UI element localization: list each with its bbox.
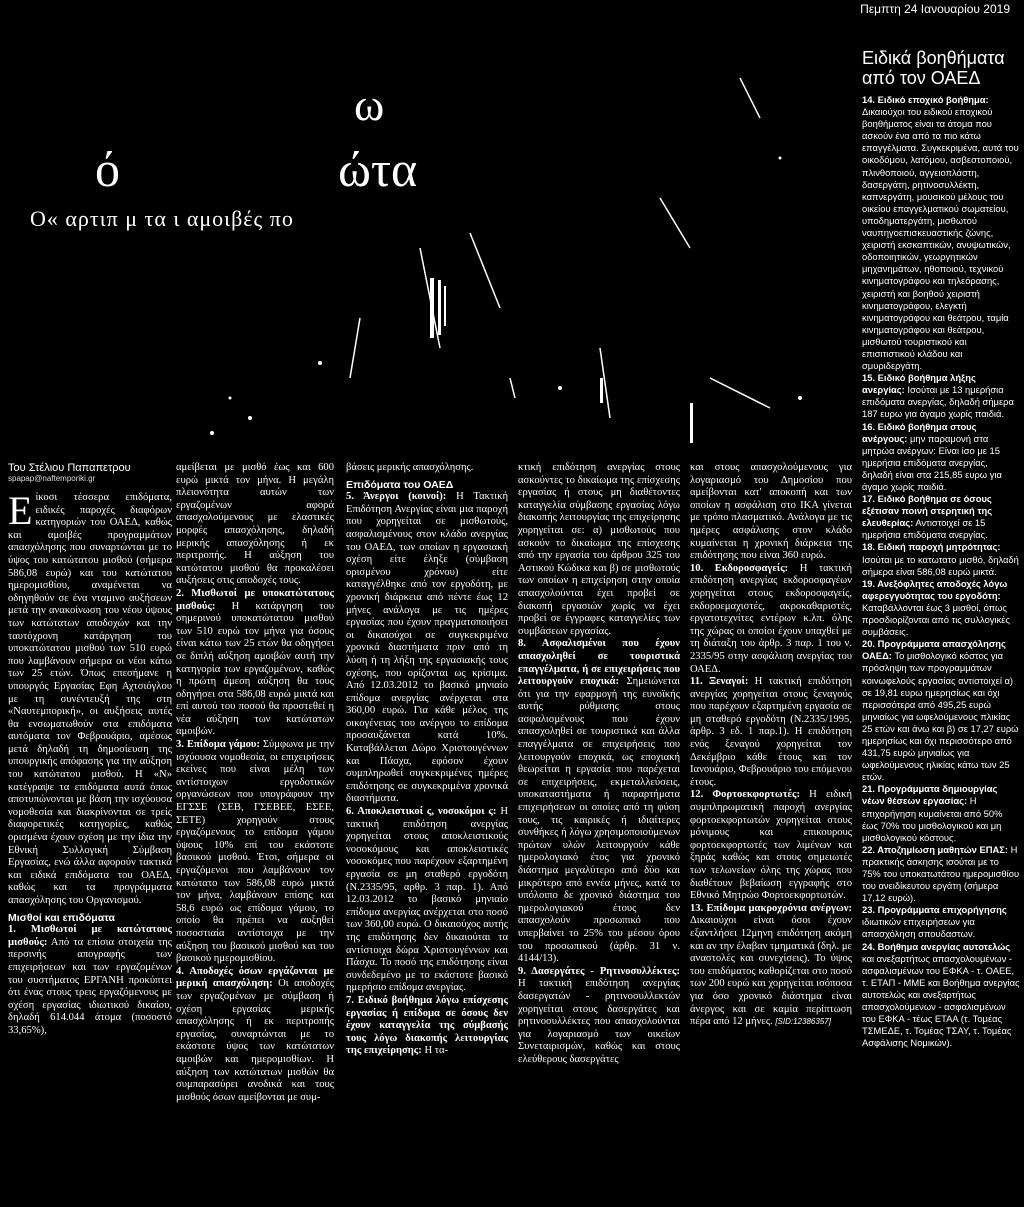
paragraph bbox=[690, 676, 852, 789]
item-lead: 13. Επίδομα μακροχρόνια ανέργων: bbox=[690, 902, 852, 914]
paragraph-text: Η Τακτική Επιδότηση Ανεργίας είναι μια παροχή που χορηγείται σε μισθωτούς, ασφαλισμένους στον κλάδο ανεργίας του ΟΑΕΔ, των οποίων η εργασιακή σχέση είτε έληξε (σύμβαση ορισμένου χρόνου) είτε καταγγέλθηκε από τον εργοδότη, με χρονική διάρκεια από πέντε έως 12 μήνες ανάλογα με τις ημέρες εργασίας που έχουν πραγματοποιήσει οι δικαιούχοι σε συγκεκριμένα χρονικά διαστήματα πριν από τη λύση ή τη λήξη της εργασιακής τους σχέσης, που ορίζονται ως κρίσιμα. Από 12.03.2012 το βασικό μηνιαίο επίδομα ανεργίας ανέρχεται στα 360,00 ευρώ. Για κάθε μέλος της οικογένειας του ανέργου το επίδομα προσαυξάνεται κατά 10%. Καταβάλλεται Δώρο Χριστουγέννων και Πάσχα, εφόσον έχουν συμπληρωθεί συγκεκριμένες ημέρες επιδότησης σε συγκεκριμένα χρονικά διαστήματα. bbox=[346, 491, 508, 805]
paragraph bbox=[690, 903, 852, 1029]
byline bbox=[8, 462, 173, 483]
hero-title-fragment-b: ό bbox=[95, 141, 120, 197]
paragraph bbox=[346, 995, 508, 1058]
sidebar-item bbox=[862, 844, 1020, 904]
paragraph-text: Δικαιούχοι είναι όσοι έχουν εξαντλήσει 12μηνη επιδότηση ακόμη και αν την έλαβαν τμηματικά (δηλ. με αναστολές και συνεχίσεις). Το ύψος του επιδόματος καθορίζεται στο ποσό των 200 ευρώ και χορηγείται ισόποσα για όσο χρονικό διάστημα είναι άνεργος και σε καμία περίπτωση πέρα από 12 μήνες. bbox=[690, 915, 852, 1028]
article-column-5 bbox=[690, 462, 852, 1201]
sidebar-item-text: Αντιστοιχεί σε 15 ημερήσια επιδόματα ανεργίας. bbox=[862, 517, 988, 541]
paragraph-text: ίκοσι τέσσερα επιδόματα, ειδικές παροχές διαφόρων κατηγοριών του ΟΑΕΔ, καθώς και αμοιβές προγραμμάτων απασχόλησης που συναρτώνται με το ύψος του κατώτατου μισθού (σήμερα 586,08 ευρώ) και του κατώτατου ημερομισθίου, αναμένεται να οδηγηθούν σε ένα νταμινο αυξήσεων μετά την ανακοίνωση του νέου ύψους των κατώτατων αποδοχών και την ταυτόχρονη κατάργηση του υποκατώτατου μισθού των 510 ευρώ που λαμβάνουν σήμερα οι νέοι κάτω των 25 ετών. Όπως επεσήμανε η υπουργός Εργασίας Εφη Αχτσιόγλου με τη συνέντευξή της στη «Ναυτεμπορική», οι αυξήσεις αυτές θα ενσωματωθούν στα επιδόματα αυτόματα τον Φεβρουάριο, αμέσως μετά δηλαδή τη δημοσίευση της υπουργικής απόφασης για την αύξηση του κατώτατου μισθού. Η «Ν» κατέγραψε τα επιδόματα αυτά όπως αποτυπώνονται με βάση την ισχύουσα νομοθεσία και διακρίνονται σε τρείς διαφορετικές κατηγορίες, καθώς ορισμένα έχουν σχέση με την ίδια την Εθνική Συλλογική Σύμβαση Εργασίας, ενώ άλλα αφορούν τακτικά και ειδικά επιδόματα του ΟΑΕΔ, καθώς και τα προγράμματα απασχόλησης του Οργανισμού. bbox=[8, 492, 172, 906]
item-lead: 9. Δασεργάτες - Ρητινοσυλλέκτες: bbox=[518, 965, 680, 977]
article-column-3 bbox=[346, 462, 508, 1201]
sidebar-item bbox=[862, 493, 1020, 541]
article-column-2 bbox=[176, 462, 334, 1201]
item-lead: 7. Ειδικό βοήθημα λόγω επίσχεσης εργασίας ή επίδομα σε όσους δεν έχουν καταγγελία της σύμβασής τους λόγω διακοπής λειτουργίας της επιχείρησης: bbox=[346, 994, 508, 1057]
paragraph-text: Η τακτική επιδότηση ανεργίας χορηγείται στους αποκλειστικούς νοσοκόμους και αποκλειστικές νοσοκόμες που παρέχουν εξαρτημένη εργασία σε μη σταθερό εργοδότη (Ν.2335/95, αρθρ. 3 παρ. 1). Από 12.03.2012 το βασικό μηνιαίο επίδομα ανεργίας ανέρχεται στο ποσό των 360,00 ευρώ. Ο δικαιούχος αυτής της επιδότησης δεν δικαιούται τα αντίστοιχα δώρα Χριστουγέννων και Πάσχα. Το ποσό της επιδότησης είναι συνδεδεμένο με το εκάστοτε βασικό ημερήσιο επίδομα ανεργίας. bbox=[346, 806, 508, 994]
sidebar-title: Ειδικά βοηθήματα από τον ΟΑΕΔ bbox=[862, 48, 1005, 88]
paragraph-text: Από τα επίσια στοιχεία της περσινής απογραφής των επιχειρήσεων και των εργαζομένων του συστήματος ΕΡΓΑΝΗ προκύπτει ότι ένας στους τρεις εργαζόμενους με σχέση εργασίας ιδιωτικού δικαίου, δηλαδή 614.044 άτομα (ποσοστό 33,65%), bbox=[8, 936, 172, 1036]
sidebar-item-lead: 14. Ειδικό εποχικό βοήθημα: bbox=[862, 94, 989, 105]
sidebar-item-lead: 15. Ειδικό βοήθημα λήξης ανεργίας: bbox=[862, 372, 976, 396]
hero-title-fragment-c: ώτα bbox=[338, 141, 418, 197]
sidebar-item bbox=[862, 638, 1020, 783]
sidebar-item-lead: 24. Βοήθημα ανεργίας αυτοτελώς bbox=[862, 940, 1011, 952]
section-heading: Επιδόματα του ΟΑΕΔ bbox=[346, 478, 454, 491]
date-line: Πεμπτη 24 Ιανουαρίου 2019 bbox=[860, 2, 1010, 16]
paragraph bbox=[176, 966, 334, 1105]
paragraph bbox=[690, 563, 852, 676]
sidebar-item bbox=[862, 541, 1020, 577]
item-lead: 12. Φορτοεκφορτωτές: bbox=[690, 789, 801, 801]
paragraph bbox=[690, 789, 852, 902]
sidebar-item-lead: 20. Προγράμματα απασχόλησης ΟΑΕΔ: bbox=[862, 638, 1006, 662]
paragraph bbox=[346, 491, 508, 806]
sidebar-item-text: Δικαιούχοι του ειδικού εποχικού βοηθήματος είναι τα άτομα που ασκούν ένα από τα πιο κάτω επαγγέλματα. Συγκεκριμένα, αυτά του οικοδόμου, λατόμου, ασβεστοποιού, πλινθοποιού, αγγειοπλάστη, δασεργάτη, ρητινοσυλλέκτη, καπνεργάτη, μουσικού μέλους του οικείου επαγγελματικού σωματείου, υποδηματεργάτη, μισθωτού ναυπηγοεπισκευαστικής ζώνης, χειριστή εκσκαπτικών, ανυψωτικών, οδοποιητικών, γεωργητικών μηχανημάτων, ηθοποιού, τεχνικού κινηματογράφου και τηλεόρασης, χειριστή και βοηθού χειριστή κινηματογράφου, ελεγκτή κινηματογράφου και θεάτρου, ταμία κινηματογράφου και θεάτρου, μισθωτού τουριστικού και επισιτιστικού κλάδου και σμυριδεργάτη. bbox=[862, 106, 1019, 372]
paragraph bbox=[518, 638, 680, 965]
paragraph-text: Σύμφωνα με την ισχύουσα νομοθεσία, οι επιχειρήσεις εκείνες που είναι μέλη των αντίστοιχων εργοδοτικών οργανώσεων που υπογράφουν την ΕΓΣΣΕ (ΣΕΒ, ΓΣΕΒΕΕ, ΕΣΕΕ, ΣΕΤΕ) χορηγούν στους εργαζόμενους το επίδομα γάμου ύψους 10% επί του εκάστοτε βασικού μισθού. Έτσι, σήμερα οι εργαζόμενοι που λαμβάνουν τον κατώτατο των 586,08 ευρώ μικτά τον μήνα, λαμβάνουν επίσης και 58,6 ευρώ ως επίδομα γάμου, το οποίο θα πρέπει να αυξηθεί ποσοστιαία αντίστοιχα με την αύξηση του βασικού μισθού και του βασικού ημερομισθίου. bbox=[176, 739, 334, 965]
paragraph: κτική επιδότηση ανεργίας στους ασκούντες το δικαίωμα της επίσχεσης εργασίας ή στους μη διαθέτοντες καταγγελία σύμβασης εργασίας λόγω διακοπής λειτουργίας της επιχείρησης χορηγείται σε: α) μισθωτούς που ασκούν το δικαίωμα της επίσχεσης από την εργασία του άρθρου 325 του Αστικού Κώδικα και β) σε μισθωτούς των οποίων η επιχείρηση στην οποία απασχολούνται έχει προβεί σε διακοπή εργασιών χωρίς να έχει προβεί σε έγγραφες καταγγελίες των συμβάσεων εργασίας. bbox=[518, 462, 680, 637]
paragraph-text: Η τακτική επιδότηση ανεργίας δασεργατών - ρητινοσυλλεκτών χορηγείται στους δασεργάτες και ρητινοσυλλέκτες που απασχολούνται για λογαριασμό των οικείων Συνεταιρισμών, καθώς και στους ελεύθερους δασεργάτες bbox=[518, 978, 680, 1065]
sidebar-item-lead: 22. Αποζημίωση μαθητών ΕΠΑΣ: bbox=[862, 843, 1009, 855]
paragraph-text: Οι αποδοχές των εργαζομένων με σύμβαση ή σχέση εργασίας μερικής απασχόλησης ή εκ περιτροπής εργασίας, συναρτώνται με το εκάστοτε ύψος των κατώτατων αμοιβών και ημερομισθίων. Η αύξηση των κατώτατων μισθών θα συμπαρασύρει ανοδικά και τους μισθούς όσων αμείβονται με συμ- bbox=[176, 978, 334, 1103]
sidebar-box bbox=[862, 18, 1020, 1201]
paragraph bbox=[176, 588, 334, 739]
author-email: spapap@naftemporiki.gr bbox=[8, 474, 96, 483]
sidebar-item-lead: 18. Ειδική παροχή μητρότητας: bbox=[862, 541, 1001, 553]
item-lead: 8. Ασφαλισμένοι που έχουν απασχοληθεί σε τουριστικά επαγγέλματα, ή σε επιχειρήσεις που λειτουργούν εποχικά: bbox=[518, 638, 680, 688]
drop-cap: Ε bbox=[8, 492, 33, 533]
hero-image bbox=[0, 18, 852, 458]
sidebar-item bbox=[862, 904, 1020, 940]
sidebar-item-lead: 21. Προγράμματα δημιουργίας νέων θέσεων εργασίας: bbox=[862, 783, 998, 807]
sidebar-item bbox=[862, 941, 1020, 1050]
item-lead: 4. Αποδοχές όσων εργάζονται με μερική απασχόληση: bbox=[176, 965, 334, 990]
paragraph bbox=[8, 492, 172, 908]
sidebar-item bbox=[862, 421, 1020, 494]
item-lead: 2. Μισθωτοί με υποκατώτατους μισθούς: bbox=[176, 587, 334, 612]
paragraph bbox=[8, 924, 172, 1037]
sidebar-item-lead: 16. Ειδικό βοήθημα στους ανέργους: bbox=[862, 420, 977, 444]
paragraph: αμείβεται με μισθό έως και 600 ευρώ μικτά τον μήνα. Η μεγάλη πλειονότητα αυτών των εργαζομένων αφορά απασχολούμενους με ελαστικές μορφές απασχόλησης, δηλαδή μερικής απασχόλησης ή εκ περιτροπής. Η αύξηση του κατώτατου μισθού θα προκαλέσει αυξήσεις στις αποδοχές τους. bbox=[176, 462, 334, 587]
article-column-1 bbox=[8, 492, 172, 1201]
hero-subtitle: Ο« αρτιπ μ τα ι αμοιβές πο bbox=[30, 206, 294, 231]
paragraph-text: Η τακτική επιδότηση ανεργίας χορηγείται στους ξεναγούς που παρέχουν εξαρτημένη εργασία σε μη σταθερό εργοδότη (Ν.2335/1995, άρθρ. 3 εδ. 1 παρ.1). Η επιδότηση ενός ξεναγού χορηγείται τον Δεκέμβριο κάθε έτους και τον Ιανουάριο, Φεβρουάριο του επόμενου έτους. bbox=[690, 676, 852, 788]
item-lead: 3. Επίδομα γάμου: bbox=[176, 739, 260, 751]
sidebar-item-text: και ανεξαρτήτως απασχολουμένων - ασφαλισμένων του ΕΦΚΑ - τ. ΟΑΕΕ, τ. ΕΤΑΠ - ΜΜΕ και Βοήθημα ανεργίας αυτοτελώς και ανεξαρτήτως απασχολούμενων - ασφαλισμένων του ΕΦΚΑ - τέως ΕΤΑΑ (τ. Τομέας ΤΣΜΕΔΕ, τ. Τομέας ΤΣΑΥ, τ. Τομέας Ασφάλισης Νομικών). bbox=[862, 952, 1020, 1049]
sid-tag: [SID:12386357] bbox=[775, 1017, 831, 1027]
hero-photo bbox=[0, 18, 852, 458]
paragraph-text: Η ειδική συμπληρωματική παροχή ανεργίας φορτοεκφορτωτών χορηγείται στους μόνιμους και επικουρους φορτοεκφορτωτές των λιμένων και ξηράς καθώς και στους σημειωτές των τελωνείων όλης της χώρας που διαθέτουν βεβαίωση εγγραφής στο Εθνικό Μητρώο Φορτοεκφορτωτών. bbox=[690, 789, 852, 902]
paragraph bbox=[176, 739, 334, 966]
section-heading: Μισθοί και επιδόματα bbox=[8, 911, 116, 924]
item-lead: 5. Άνεργοι (κοινοί): bbox=[346, 491, 447, 503]
sidebar-item-text: ιδιωτικών επιχειρήσεων για απασχόληση σπουδαστων. bbox=[862, 916, 976, 940]
hero-title-fragment-a: ω bbox=[354, 79, 385, 130]
item-lead: 1. Μισθωτοί με κατώτατους μισθούς: bbox=[8, 924, 172, 948]
paragraph bbox=[518, 966, 680, 1067]
author-name: Του Στέλιου Παπαπετρου bbox=[8, 462, 131, 474]
paragraph-text: Η τακτική επιδότηση ανεργίας εκδοροσφαγέων χορηγείται στους εκδοροσφαγείς, εκδοροεμαχιστές, ακροκαθαριστές, εργατοτεχνίτες εντέρων κ.λπ. όλης της χώρας οι οποίοι έχουν υπαχθεί με τη διάταξη του άρθρ. 3 παρ. 1 του ν. 2335/95 στην ασφάλιση ανεργίας του ΟΑΕΔ. bbox=[690, 562, 852, 675]
item-lead: 10. Εκδοροσφαγείς: bbox=[690, 562, 789, 574]
sidebar-item-text: μην παραμονή στα μητρώα ανέργων: Είναι ίσο με 15 ημερήσια επιδόματα ανεργίας, δηλαδή είναι στα 215,85 ευρω για άγαμο χωρίς παιδιά. bbox=[862, 432, 1002, 492]
paragraph: και στους απασχολούμενους για λογαριασμό του Δημοσίου που αμείβονται κατ' αποκοπή και των οποίων η ασφάλιση στο ΙΚΑ γίνεται με τρόπο πλασματικό. Ανάλογα με τις ημέρες ασφάλισης στον κλάδο κυμαίνεται η χρονική διάρκεια της επιδότησης που είναι 360 ευρώ. bbox=[690, 462, 852, 562]
item-lead: 11. Ξεναγοί: bbox=[690, 676, 749, 688]
sidebar-item bbox=[862, 578, 1020, 638]
sidebar-item-text: Το μισθολογικό κόστος για πρόσληψη των προγραμμάτων κοινωφελούς εργασίας αντιστοιχεί α) σε 19,81 ευρω ημερησίως και όχι περισσότερα από 495,25 ευρώ μηνιαίως για ωφελούμενους πλικίας 25 ετών και άνω και β) σε 17,27 ευρώ ημερησίως και όχι περισσότερο από 431,75 ευρώ μηνιαίως για ωφελούμενους ηλικίας κάτω των 25 ετών. bbox=[862, 650, 1019, 783]
article-column-4 bbox=[518, 462, 680, 1201]
paragraph: βάσεις μερικής απασχόλησης. bbox=[346, 462, 474, 473]
paragraph-text: Η κατάργηση του σημερινού υποκατώτατου μισθού των 510 ευρώ τον μήνα για όσους είναι κάτω των 25 ετών θα οδηγήσει σε διπλή αύξηση αμοιβών αυτή την κατηγορία των εργαζομένων, καθώς η πρώτη άμεση αύξηση θα τους οδηγήσει στα 586,08 ευρώ μικτά και επί αυτού του ποσού θα προστεθεί η νέα αύξηση των κατώτατων αμοιβών. bbox=[176, 600, 334, 738]
sidebar-item-text: Καταβάλλονται έως 3 μισθοί, όπως προσδιορίζονται από τις συλλογικές συμβάσεις. bbox=[862, 601, 1010, 638]
paragraph bbox=[346, 806, 508, 995]
sidebar-item-text: Ισούται με 13 ημερήσια επιδόματα ανεργίας, δηλαδή σήμερα 187 ευρω για άγαμο χωρίς παιδιά. bbox=[862, 384, 1014, 420]
sidebar-item-lead: 17. Ειδικό βοήθημα σε όσους εξέτισαν ποινή στερητική της ελευθερίας: bbox=[862, 493, 993, 529]
paragraph-text: Σημειώνεται ότι για την εφαρμογή της ευνοϊκής αυτής ρύθμισης στους ασφαλισμένους που έχουν απασχοληθεί σε τουριστικά και άλλα επαγγέλματα σε επιχειρήσεις που λειτουργούν εποχικά, ως εποχιακή θεωρείται η εργασία που παρέχεται σε επιχειρήσεις, εκμεταλλεύσεις, υποκαταστήματα ή παραρτήματα επιχειρήσεων οι οποίες από τη φύση τους, τις καιρικές ή ιδιαίτερες συνθήκες ή λόγω χρησιμοποιούμενων πρώτων υλών λειτουργούν κάθε ημερολογιακό έτος για χρονικό διάστημα μεγαλύτερο από δύο και μικρότερο από εννέα μήνες, κατά το υπόλοιπο δε χρονικό διάστημα του ημερολογιακού έτους δεν απασχολούν προσωπικό που υπερβαίνει το 25% του μέσου όρου του προσωπικού (άρθρ. 31 ν. 4144/13). bbox=[518, 676, 680, 965]
sidebar-item bbox=[862, 783, 1020, 843]
paragraph-text: Η τα- bbox=[421, 1045, 449, 1057]
sidebar-item-text: Η επιχορήγηση κυμαίνεται από 50% έως 70% του μισθολογικού και μη μισθολογικού κόστους. bbox=[862, 795, 1003, 843]
sidebar-item bbox=[862, 94, 1020, 372]
sidebar-item-text: Ισούται με το κατωτατο μισθό, δηλαδή σήμερα είναι 586,08 ευρώ μικτά. bbox=[862, 553, 1019, 577]
item-lead: 6. Αποκλειστικοί ς, νοσοκόμοι ς: bbox=[346, 806, 497, 818]
sidebar-item-lead: 23. Προγράμματα επιχορήγησης bbox=[862, 904, 1007, 916]
sidebar-item bbox=[862, 372, 1020, 420]
sidebar-item-text: Η πρακτικής άσκησης ισούται με το 75% του υποκατωτάτου ημερομισθίου του ανειδίκευτου εργάτη (σήμερα 17,12 ευρώ). bbox=[862, 843, 1020, 904]
sidebar-item-lead: 19. Ανεξόφλητες αποδοχές λόγω αφερεγγυότητας του εργοδότη: bbox=[862, 577, 1008, 601]
